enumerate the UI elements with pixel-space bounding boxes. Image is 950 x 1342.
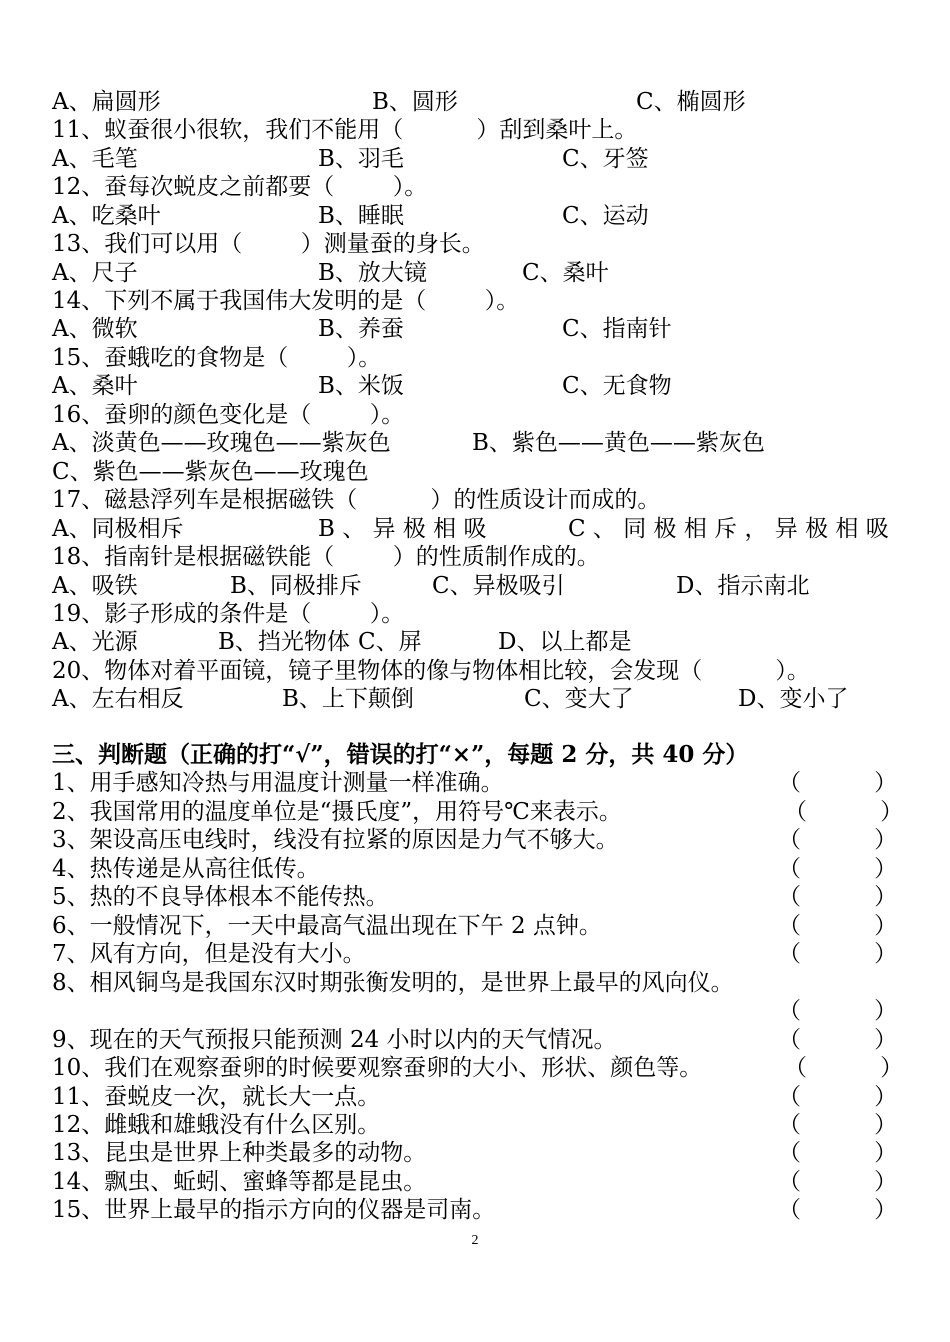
options-row-10 xyxy=(0,372,950,400)
statement-text: 14、飘虫、蚯蚓、蜜蜂等都是昆虫。 xyxy=(52,1169,427,1195)
tf-statement-7 xyxy=(0,940,950,968)
answer-option: B、紫色——黄色——紫灰色 xyxy=(472,430,765,456)
answer-blank[interactable]: （ ） xyxy=(784,1055,904,1081)
options-row-19 xyxy=(0,628,950,656)
statement-text: 15、世界上最早的指示方向的仪器是司南。 xyxy=(52,1197,496,1223)
answer-option: C、桑叶 xyxy=(522,260,609,286)
statement-text: 10、我们在观察蚕卵的时候要观察蚕卵的大小、形状、颜色等。 xyxy=(52,1055,703,1081)
question-3 xyxy=(0,173,950,201)
options-row-15 xyxy=(0,515,950,543)
answer-option: B、同极排斥 xyxy=(230,573,362,599)
answer-option: A、扁圆形 xyxy=(52,89,161,115)
answer-option: C、椭圆形 xyxy=(636,89,746,115)
question-text: 11、蚁蚕很小很软，我们不能用（ ）刮到桑叶上。 xyxy=(52,117,638,143)
answer-option: C、运动 xyxy=(562,203,649,229)
question-text: 19、影子形成的条件是（ ）。 xyxy=(52,601,405,627)
answer-blank[interactable]: （ ） xyxy=(778,941,898,967)
answer-option: C、指南针 xyxy=(562,316,672,342)
answer-option: A、吸铁 xyxy=(52,573,138,599)
section-heading xyxy=(0,741,950,769)
tf-statement-6 xyxy=(0,912,950,940)
options-row-12 xyxy=(0,429,950,457)
answer-option: D、变小了 xyxy=(738,686,849,712)
options-row-6 xyxy=(0,259,950,287)
question-1 xyxy=(0,116,950,144)
answer-option: B、米饭 xyxy=(318,373,404,399)
options-row-13 xyxy=(0,458,950,486)
statement-text: 6、一般情况下，一天中最高气温出现在下午 2 点钟。 xyxy=(52,913,602,939)
answer-blank[interactable]: （ ） xyxy=(778,1112,898,1138)
answer-blank[interactable]: （ ） xyxy=(778,1140,898,1166)
answer-blank[interactable]: （ ） xyxy=(778,913,898,939)
statement-text: 9、现在的天气预报只能预测 24 小时以内的天气情况。 xyxy=(52,1027,617,1053)
answer-blank[interactable]: （ ） xyxy=(778,856,898,882)
tf-statement-4 xyxy=(0,855,950,883)
statement-text: 7、风有方向，但是没有大小。 xyxy=(52,941,366,967)
tf-statement-15 xyxy=(0,1196,950,1224)
options-row-8 xyxy=(0,315,950,343)
answer-option: A、淡黄色——玫瑰色——紫灰色 xyxy=(52,430,391,456)
answer-option: A、吃桑叶 xyxy=(52,203,161,229)
tf-statement-11 xyxy=(0,1083,950,1111)
answer-option: B、放大镜 xyxy=(318,260,427,286)
answer-option: A、桑叶 xyxy=(52,373,138,399)
question-text: 17、磁悬浮列车是根据磁铁（ ）的性质设计而成的。 xyxy=(52,487,661,513)
question-18 xyxy=(0,600,950,628)
answer-option: C、变大了 xyxy=(524,686,634,712)
question-text: 13、我们可以用（ ）测量蚕的身长。 xyxy=(52,231,485,257)
answer-blank[interactable]: （ ） xyxy=(778,770,898,796)
question-16 xyxy=(0,543,950,571)
answer-blank[interactable]: （ ） xyxy=(778,827,898,853)
question-text: 16、蚕卵的颜色变化是（ ）。 xyxy=(52,402,405,428)
question-7 xyxy=(0,287,950,315)
answer-option: B、上下颠倒 xyxy=(282,686,414,712)
statement-text: 11、蚕蜕皮一次，就长大一点。 xyxy=(52,1084,381,1110)
statement-text: 5、热的不良导体根本不能传热。 xyxy=(52,884,389,910)
question-14 xyxy=(0,486,950,514)
section-heading-text: 三、判断题（正确的打“√”，错误的打“×”，每题 2 分，共 40 分） xyxy=(52,741,749,768)
page-number: 2 xyxy=(471,1233,479,1248)
options-row-4 xyxy=(0,202,950,230)
tf-statement-8-blank-line xyxy=(0,997,950,1025)
answer-blank[interactable]: （ ） xyxy=(784,799,904,825)
question-11 xyxy=(0,401,950,429)
question-5 xyxy=(0,230,950,258)
answer-option: C、牙签 xyxy=(562,146,649,172)
answer-blank[interactable]: （ ） xyxy=(778,1169,898,1195)
question-text: 20、物体对着平面镜，镜子里物体的像与物体相比较，会发现（ ）。 xyxy=(52,658,810,684)
answer-option: D、指示南北 xyxy=(676,573,810,599)
answer-option: A、微软 xyxy=(52,316,138,342)
answer-option: C、异极吸引 xyxy=(432,573,565,599)
tf-statement-10 xyxy=(0,1054,950,1082)
answer-option: C、无食物 xyxy=(562,373,672,399)
tf-statement-9 xyxy=(0,1026,950,1054)
statement-text: 3、架设高压电线时，线没有拉紧的原因是力气不够大。 xyxy=(52,827,619,853)
answer-blank[interactable]: （ ） xyxy=(778,1027,898,1053)
answer-option: C 、 同 极 相 斥 ， 异 极 相 吸 xyxy=(568,516,889,542)
answer-option: A、毛笔 xyxy=(52,146,138,172)
statement-text: 2、我国常用的温度单位是“摄氏度”，用符号℃来表示。 xyxy=(52,799,622,825)
answer-option: C、紫色——紫灰色——玫瑰色 xyxy=(52,459,369,485)
tf-statement-13 xyxy=(0,1139,950,1167)
answer-option: B、养蚕 xyxy=(318,316,404,342)
answer-option: A、同极相斥 xyxy=(52,516,184,542)
question-text: 12、蚕每次蜕皮之前都要（ ）。 xyxy=(52,174,428,200)
answer-option: B、圆形 xyxy=(372,89,458,115)
options-row-17 xyxy=(0,572,950,600)
answer-blank[interactable]: （ ） xyxy=(778,884,898,910)
tf-statement-8 xyxy=(0,969,950,997)
answer-option: A、左右相反 xyxy=(52,686,184,712)
answer-option: A、光源 xyxy=(52,629,138,655)
question-text: 18、指南针是根据磁铁能（ ）的性质制作成的。 xyxy=(52,544,600,570)
options-row-0 xyxy=(0,88,950,116)
question-20 xyxy=(0,657,950,685)
options-row-2 xyxy=(0,145,950,173)
statement-text: 1、用手感知冷热与用温度计测量一样准确。 xyxy=(52,770,504,796)
statement-text: 13、昆虫是世界上种类最多的动物。 xyxy=(52,1140,427,1166)
question-text: 14、下列不属于我国伟大发明的是（ ）。 xyxy=(52,288,520,314)
answer-option: B、睡眠 xyxy=(318,203,404,229)
statement-text: 12、雌蛾和雄蛾没有什么区别。 xyxy=(52,1112,381,1138)
tf-statement-5 xyxy=(0,883,950,911)
answer-blank[interactable]: （ ） xyxy=(778,1197,898,1223)
answer-option: B、羽毛 xyxy=(318,146,404,172)
question-text: 15、蚕蛾吃的食物是（ ）。 xyxy=(52,345,382,371)
tf-statement-3 xyxy=(0,826,950,854)
answer-blank[interactable]: （ ） xyxy=(778,1084,898,1110)
options-row-21 xyxy=(0,685,950,713)
answer-option: C、屏 xyxy=(358,629,422,655)
answer-option: A、尺子 xyxy=(52,260,138,286)
answer-option: B 、 异 极 相 吸 xyxy=(318,516,487,542)
answer-option: D、以上都是 xyxy=(498,629,632,655)
tf-statement-2 xyxy=(0,798,950,826)
tf-statement-12 xyxy=(0,1111,950,1139)
statement-text: 8、相风铜鸟是我国东汉时期张衡发明的，是世界上最早的风向仪。 xyxy=(52,970,734,996)
tf-statement-1 xyxy=(0,769,950,797)
question-9 xyxy=(0,344,950,372)
tf-statement-14 xyxy=(0,1168,950,1196)
answer-blank[interactable]: （ ） xyxy=(778,998,898,1024)
answer-option: B、挡光物体 xyxy=(218,629,350,655)
statement-text: 4、热传递是从高往低传。 xyxy=(52,856,320,882)
